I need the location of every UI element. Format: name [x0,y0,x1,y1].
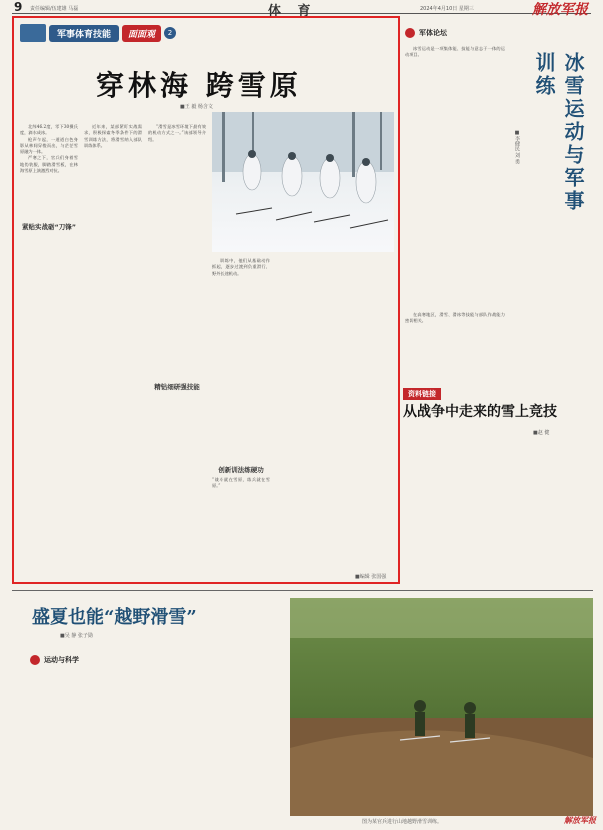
skiers-photo [212,112,394,252]
masthead: 解放军报 [532,2,588,18]
info-text-col-2 [501,437,593,577]
paragraph: 近年来，某部紧盯实战需求，积极探索冬季条件下的滑雪训练方法，将滑雪纳入部队训练体系。 [84,124,142,148]
tag-dot-icon [405,28,415,38]
article-byline: ■王 毅 杨含文 [180,104,213,110]
photo-caption: 图为某官兵进行山地越野滑雪训练。 [362,819,443,825]
subheading-1: 紧贴实战砺“刀锋” [21,223,77,231]
series-prefix: 军事体育技能 [49,25,119,42]
article-column-1 [20,124,78,572]
bottom-byline: ■吴 静 张子勋 [60,633,93,639]
sidebar-text-col-3 [507,270,593,380]
sidebar-title: 冰雪运动与军事训练 [532,52,585,213]
editors: 责任编辑/伍建雄 马磊 [30,6,79,12]
paragraph: 北纬46.2度，零下30摄氏度，滴水成冰。 [20,124,78,136]
summer-ski-photo [290,598,593,816]
info-title: 从战争中走来的雪上竞技 [403,404,557,420]
science-tag [30,655,79,665]
paragraph: 在高寒地区，滑雪、滑冰等技能与部队作战能力密切相关。 [405,312,505,324]
paragraph: 冰雪运动是一项集体能、技能与意志于一体的运动项目。 [405,46,505,58]
sidebar-text-col-1 [405,46,505,308]
subheading-2: 精钻细研强技能 [154,383,200,391]
info-label: 资料链接 [403,388,441,400]
article-editor: ■编辑 张国强 [355,574,387,580]
date: 2024年4月10日 星期三 [420,6,474,12]
paragraph: “滑雪是冰雪环境下最有效的机动方式之一。”该部领导介绍。 [148,124,206,142]
sidebar-byline: ■李健民 刘 勇 [514,130,520,165]
bottom-title: 盛夏也能“越野滑雪” [32,607,197,628]
tag-dot-icon [30,655,40,665]
bottom-text-col-1 [30,670,110,816]
paragraph: 枪声乍起，一道道白色身影从林间穿梭而出，与茫茫雪原融为一体。 [20,136,78,155]
article-column-4 [212,258,270,572]
section-divider [12,590,593,591]
paragraph: 严寒之下，官兵们身着雪地伪装服，脚踏滑雪板，在林海雪原上演激烈对抗。 [20,155,78,174]
page-number: 9 [14,0,23,14]
science-tag-label: 运动与科学 [44,656,79,664]
info-text-col-1 [403,437,495,577]
forum-tag-label: 军体论坛 [419,29,447,37]
article-column-3 [148,124,206,572]
skiers-illustration [212,112,394,252]
summer-ski-illustration [290,598,593,816]
pull-quote: “战斗就在雪原，练兵就在雪原。” [212,477,270,489]
forum-tag [405,28,447,38]
subheading-3: 创新训法练硬功 [218,466,264,474]
bottom-text-col-2 [116,670,196,816]
info-box [403,381,593,581]
series-highlight: 面面观 [122,25,161,42]
article-title: 穿林海 跨雪原 [96,69,302,102]
series-issue: 2 [164,27,176,39]
skier-silhouette-icon [20,24,46,42]
series-banner [20,24,176,42]
section-title: 体 育 [268,4,317,19]
paragraph: 训练中，他们从基础动作抓起，逐步过渡到负重滑行、野外长途机动。 [212,258,270,276]
sidebar-text-col-2 [405,312,505,378]
info-author: ■赵 健 [533,430,550,436]
bottom-text-col-3 [202,670,282,816]
article-column-2 [84,124,142,572]
footer-brand: 解放军报 [564,815,596,825]
